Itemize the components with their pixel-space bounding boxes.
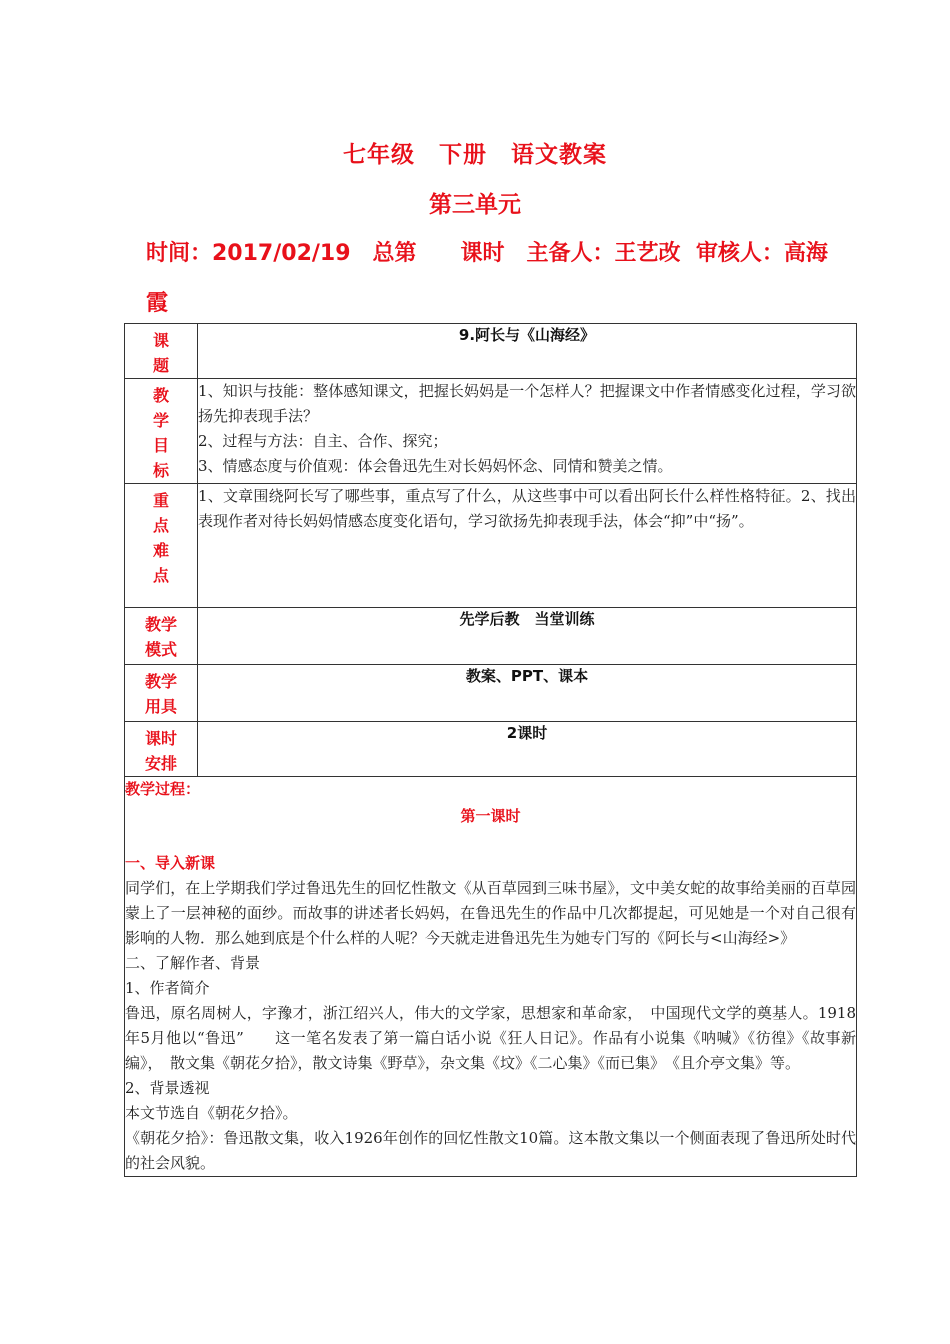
background-line: 本文节选自《朝花夕拾》。 xyxy=(125,1104,298,1122)
topic-row xyxy=(125,324,857,379)
tools-label: 教学 用具 xyxy=(125,665,198,722)
hours-value: 2课时 xyxy=(198,722,857,777)
process-row xyxy=(125,777,857,1177)
goals-row xyxy=(125,379,857,484)
mode-label: 教学 模式 xyxy=(125,608,198,665)
goal-item: 1、知识与技能：整体感知课文，把握长妈妈是一个怎样人？把握课文中作者情感变化过程，学习欲扬先抑表现手法？ xyxy=(198,382,856,425)
section-heading: 一、导入新课 xyxy=(125,854,216,872)
topic-label: 课 题 xyxy=(125,324,198,379)
focus-row xyxy=(125,484,857,608)
goals-label: 教 学 目 标 xyxy=(125,379,198,484)
tools-row xyxy=(125,665,857,722)
author-paragraph: 鲁迅，原名周树人，字豫才，浙江绍兴人，伟大的文学家，思想家和革命家， 中国现代文学的奠基人。1918年5月他以“鲁迅” 这一笔名发表了第一篇白话小说《狂人日记》。作品有小说集《呐喊》《彷徨》《故事新编》， 散文集《朝花夕拾》，散文诗集《野草》，杂文集《坟》《二心集》《而已集》 《且介亭文集》等。 xyxy=(125,1004,856,1072)
focus-content xyxy=(198,484,857,608)
mode-row xyxy=(125,608,857,665)
focus-label: 重 点 难 点 xyxy=(125,484,198,608)
meta-line: 时间：2017/02/19 总第 课时 主备人：王艺改 审核人：高海 xyxy=(146,241,828,266)
hours-label: 课时 安排 xyxy=(125,722,198,777)
lesson-plan-table xyxy=(124,323,857,1177)
mode-value: 先学后教 当堂训练 xyxy=(198,608,857,665)
goal-item: 3、情感态度与价值观：体会鲁迅先生对长妈妈怀念、同情和赞美之情。 xyxy=(198,457,673,475)
goal-item: 2、过程与方法：自主、合作、探究； xyxy=(198,432,448,450)
goals-content xyxy=(198,379,857,484)
hours-row xyxy=(125,722,857,777)
intro-paragraph: 同学们，在上学期我们学过鲁迅先生的回忆性散文《从百草园到三味书屋》，文中美女蛇的故事给美丽的百草园蒙上了一层神秘的面纱。而故事的讲述者长妈妈，在鲁迅先生的作品中几次都提起，可见她是一个对自己很有影响的人物．那么她到底是个什么样的人呢？今天就走进鲁迅先生为她专门写的《阿长与<山海经>》 xyxy=(125,879,856,947)
topic-value: 9.阿长与《山海经》 xyxy=(198,324,857,379)
subsection-heading: 1、作者简介 xyxy=(125,979,210,997)
lesson-heading: 第一课时 xyxy=(460,807,521,825)
background-paragraph: 《朝花夕拾》：鲁迅散文集，收入1926年创作的回忆性散文10篇。这本散文集以一个侧面表现了鲁迅所处时代的社会风貌。 xyxy=(125,1129,856,1172)
meta-line-continued: 霞 xyxy=(146,291,169,316)
document-title: 七年级 下册 语文教案 xyxy=(343,142,607,168)
process-content xyxy=(125,777,857,1177)
subsection-heading: 2、背景透视 xyxy=(125,1079,210,1097)
section-heading: 二、了解作者、背景 xyxy=(125,954,261,972)
tools-value: 教案、PPT、课本 xyxy=(198,665,857,722)
process-heading: 教学过程： xyxy=(125,780,201,798)
unit-title: 第三单元 xyxy=(429,192,521,218)
focus-text: 1、文章围绕阿长写了哪些事，重点写了什么，从这些事中可以看出阿长什么样性格特征。2、找出表现作者对待长妈妈情感态度变化语句，学习欲扬先抑表现手法，体会“抑”中“扬”。 xyxy=(198,487,856,530)
